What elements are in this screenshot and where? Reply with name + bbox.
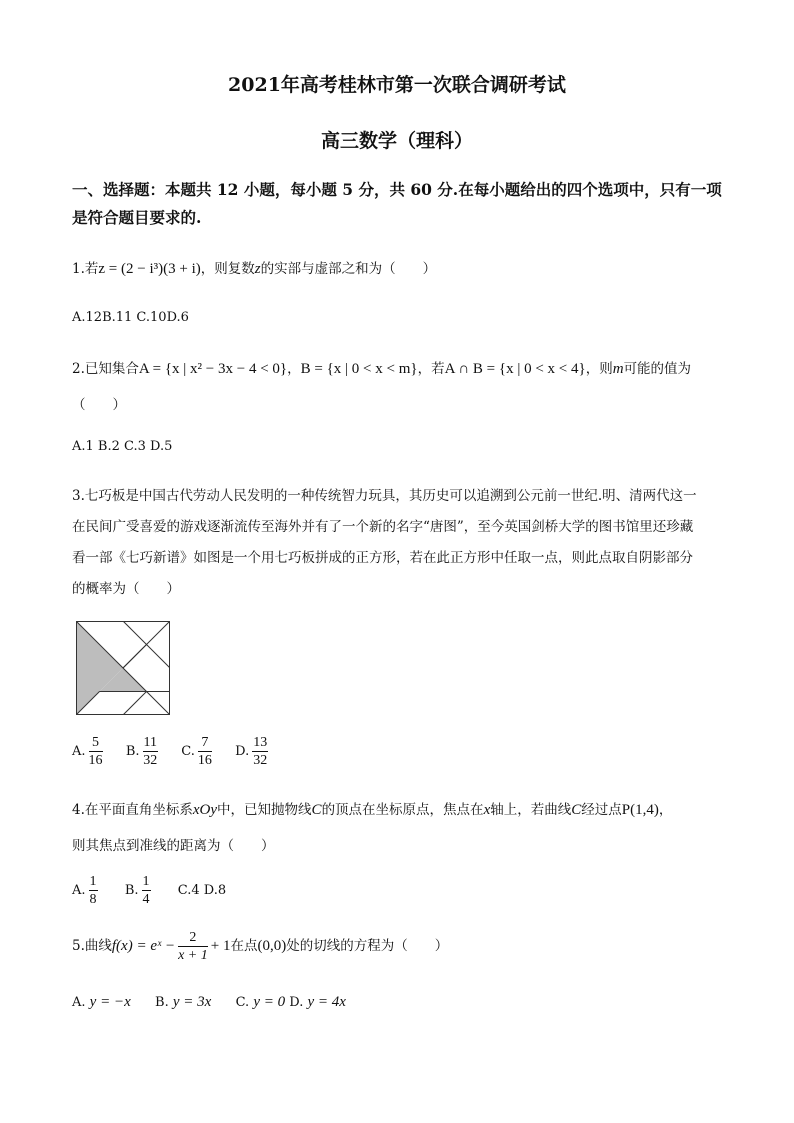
- q3-opt-d-label: D.: [235, 744, 250, 759]
- q3-line3: 看一部《七巧新谱》如图是一个用七巧板拼成的正方形，若在此正方形中任取一点，则此点取自阴影部分: [72, 550, 693, 566]
- q4-opt-a-num: 1: [89, 874, 97, 889]
- q3-opt-d-num: 13: [253, 735, 268, 750]
- q5-function: f(x) = eˣ −: [111, 938, 176, 954]
- q1-var: z: [254, 261, 261, 277]
- q5-opt-c: y = 0: [253, 994, 286, 1010]
- q4-options: [72, 873, 226, 908]
- q1-text2: 的实部与虚部之和为（ ）: [260, 261, 437, 277]
- question-1: [72, 257, 436, 278]
- q4-opt-b-label: B.: [124, 883, 139, 898]
- q3-opt-b-label: B.: [125, 744, 140, 759]
- q2-set-b: B = {x | 0 < x < m}: [300, 361, 418, 377]
- q5-opt-d-label: D.: [289, 995, 304, 1010]
- q2-var: m: [612, 361, 624, 377]
- q2-condition: A ∩ B = {x | 0 < x < 4}: [444, 361, 586, 377]
- exam-title: 2021年高考桂林市第一次联合调研考试: [228, 74, 566, 96]
- q5-t1: 在点: [230, 938, 258, 954]
- q2-text: ，若: [417, 361, 445, 377]
- q2-set-a: A = {x | x² − 3x − 4 < 0}: [138, 361, 288, 377]
- question-5: [72, 929, 448, 964]
- q4-t3: 轴上，若曲线: [490, 802, 572, 818]
- q5-frac-den: x + 1: [178, 948, 208, 963]
- q5-options: [72, 994, 346, 1011]
- small-line-b: [123, 692, 147, 716]
- q4-t1: 中，已知抛物线: [217, 802, 312, 818]
- q1-number: 1.若: [72, 261, 99, 277]
- exam-subtitle: 高三数学（理科）: [320, 130, 473, 152]
- q5-frac-num: 2: [178, 929, 208, 947]
- q4-opt-a-label: A.: [72, 883, 86, 898]
- q5-opt-b: y = 3x: [172, 994, 212, 1010]
- q5-point: (0,0): [257, 938, 287, 954]
- q5-opt-b-label: B.: [155, 995, 169, 1010]
- q3-opt-a-num: 5: [89, 734, 103, 752]
- q3-opt-a-label: A.: [72, 744, 86, 759]
- q4-opt-b-num: 1: [142, 874, 150, 889]
- q4-opt-b-fraction: [142, 873, 151, 908]
- q3-opt-c-label: C.: [181, 744, 195, 759]
- q3-opt-d-den: 32: [253, 753, 268, 768]
- q5-opt-d: y = 4x: [307, 994, 346, 1010]
- q4-t2: 的顶点在坐标原点，焦点在: [321, 802, 484, 818]
- q3-opt-b-fraction: [143, 734, 158, 769]
- q5-t2: 处的切线的方程为（ ）: [286, 938, 449, 954]
- q2-number: 2.已知集合: [72, 361, 139, 377]
- q3-opt-d-fraction: [252, 734, 268, 769]
- question-2: [72, 357, 691, 378]
- q3-opt-b-num: 11: [143, 735, 157, 750]
- q4-point: P(1,4): [621, 802, 659, 818]
- section-heading-line1: 一、选择题：本题共 12 小题，每小题 5 分，共 60 分.在每小题给出的四个选项中，只有一项: [72, 180, 722, 199]
- q4-t5: ，: [658, 802, 673, 818]
- q3-opt-a-fraction: [89, 734, 103, 769]
- q2-text2: ，则: [585, 361, 613, 377]
- question-4: [72, 798, 672, 819]
- q1-options: A.12B.11 C.10D.6: [72, 310, 189, 325]
- q2-sep: ，: [287, 361, 301, 377]
- q4-x: x: [483, 802, 491, 818]
- q4-curve-c: C: [311, 802, 322, 818]
- q4-t4: 经过点: [581, 802, 622, 818]
- q3-opt-c-den: 16: [197, 753, 212, 768]
- q2-options: A.1 B.2 C.3 D.5: [72, 439, 173, 454]
- q4-opt-b-den: 4: [142, 892, 150, 907]
- q3-opt-c-fraction: [198, 734, 212, 769]
- q3-opt-b-den: 32: [143, 753, 158, 768]
- q1-text: ，则复数: [200, 261, 255, 277]
- q5-fraction: [178, 929, 208, 964]
- q5-opt-c-label: C.: [235, 995, 250, 1010]
- q5-opt-a-label: A.: [72, 995, 86, 1010]
- q5-plus-one: + 1: [210, 938, 231, 954]
- q4-line2: 则其焦点到准线的距离为（ ）: [72, 838, 275, 854]
- q2-text3: 可能的值为: [623, 361, 692, 377]
- q3-line4: 的概率为（ ）: [72, 581, 180, 597]
- q5-opt-a: y = −x: [89, 994, 131, 1010]
- q4-opt-a-den: 8: [89, 892, 97, 907]
- q3-opt-a-den: 16: [88, 753, 103, 768]
- q4-opt-rest: C.4 D.8: [177, 883, 227, 898]
- small-line-a: [123, 645, 147, 669]
- q3-options: [72, 734, 271, 769]
- section-heading-line2: 是符合题目要求的.: [72, 208, 202, 227]
- q1-formula: z = (2 − i³)(3 + i): [98, 261, 201, 277]
- q2-answer-blank: （ ）: [72, 397, 126, 413]
- q3-line2: 在民间广受喜爱的游戏逐渐流传至海外并有了一个新的名字“唐图”，至今英国剑桥大学的图书馆里还珍藏: [72, 519, 694, 535]
- tangram-figure: [76, 621, 170, 715]
- q5-number: 5.曲线: [72, 938, 112, 954]
- q3-opt-c-num: 7: [198, 734, 212, 752]
- q4-number: 4.在平面直角坐标系: [72, 802, 193, 818]
- q4-opt-a-fraction: [89, 873, 98, 908]
- q4-system: xOy: [192, 802, 218, 818]
- q3-line1: 3.七巧板是中国古代劳动人民发明的一种传统智力玩具，其历史可以追溯到公元前一世纪.明、清两代这一: [72, 488, 697, 504]
- shaded-triangle-large: [76, 621, 123, 715]
- q4-curve-c2: C: [571, 802, 582, 818]
